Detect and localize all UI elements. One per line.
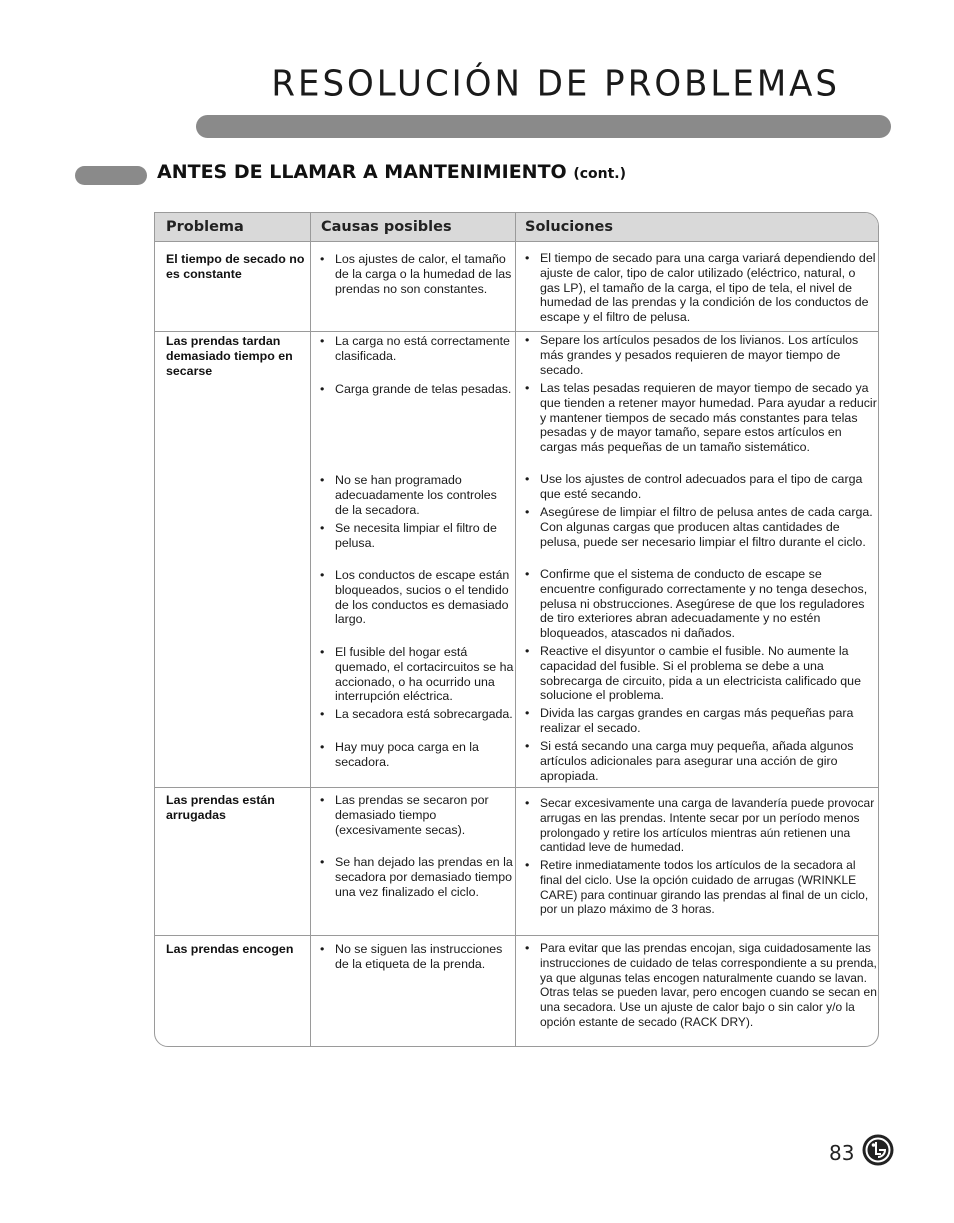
solution-item: • El tiempo de secado para una carga variará dependiendo del ajuste de calor, tipo de calor utilizado (eléctrico, natural, o gas LP), el tamaño de la carga, el tipo de tela, el nivel de humedad de las prendas y la condición de los conductos de escape y el filtro de pelusa.: [525, 251, 876, 325]
solution-item: • Retire inmediatamente todos los artículos de la secadora al final del ciclo. Use la opción cuidado de arrugas (WRINKLE CARE) para continuar girando las prendas al final de un ciclo, por un plazo máximo de 3 horas.: [525, 858, 869, 917]
cause-item: • Las prendas se secaron por demasiado tiempo (excesivamente secas).: [320, 793, 489, 837]
cause-item: • Hay muy poca carga en la secadora.: [320, 740, 479, 769]
solution-item: • Use los ajustes de control adecuados para el tipo de carga que esté secando.: [525, 472, 863, 501]
section-decorative-pill: [75, 166, 147, 185]
solution-item: • Reactive el disyuntor o cambie el fusible. No aumente la capacidad del fusible. Si el problema se debe a una sobrecarga de circuito, pida a un electricista calificado que solucione el problema.: [525, 644, 861, 703]
cause-item: • Se necesita limpiar el filtro de pelusa.: [320, 521, 497, 550]
cause-item: • No se siguen las instrucciones de la etiqueta de la prenda.: [320, 942, 503, 971]
solution-item: • Confirme que el sistema de conducto de escape se encuentre configurado correctamente y no tenga desechos, pelusa ni obstrucciones. Asegúrese de que los reguladores de tiro exteriores abran adecuadamente y no estén bloqueados, atascados ni dañados.: [525, 567, 868, 641]
section-heading-text: ANTES DE LLAMAR A MANTENIMIENTO: [157, 161, 567, 183]
solution-item: • Separe los artículos pesados de los livianos. Los artículos más grandes y pesados requieren de mayor tiempo de secado.: [525, 333, 859, 377]
page-number: 83: [829, 1141, 855, 1165]
lg-logo-icon: [862, 1134, 894, 1166]
row-divider: [155, 935, 878, 936]
cause-item: • Se han dejado las prendas en la secadora por demasiado tiempo una vez finalizado el ciclo.: [320, 855, 513, 899]
table-header-row: [155, 213, 878, 242]
cause-item: • Carga grande de telas pesadas.: [320, 382, 512, 396]
row-divider: [155, 787, 878, 788]
title-decorative-bar: [196, 115, 891, 138]
solution-item: • Para evitar que las prendas encojan, siga cuidadosamente las instrucciones de cuidado de telas correspondiente a su prenda, ya que algunas telas encogen naturalmente cuando se lavan. Otras telas se pueden lavar, pero encogen cuando se secan en una secadora. Use un ajuste de calor bajo o sin calor y/o la opción estante de secado (RACK DRY).: [525, 941, 877, 1029]
page-title: RESOLUCIÓN DE PROBLEMAS: [271, 63, 840, 105]
solution-item: • Divida las cargas grandes en cargas más pequeñas para realizar el secado.: [525, 706, 854, 735]
solution-item: • Secar excesivamente una carga de lavandería puede provocar arrugas en las prendas. Intente secar por un período menos prolongado y retire los artículos mientras aún retienen una cantidad leve de humedad.: [525, 796, 875, 855]
section-heading-cont: (cont.): [573, 166, 627, 182]
column-divider: [310, 213, 311, 1046]
problem-cell: El tiempo de secado no es constante: [166, 252, 305, 281]
problem-cell: Las prendas están arrugadas: [166, 793, 275, 822]
solution-item: • Si está secando una carga muy pequeña, añada algunos artículos adicionales para asegurar una acción de giro apropiada.: [525, 739, 854, 783]
cause-item: • El fusible del hogar está quemado, el cortacircuitos se ha accionado, o ha ocurrido una interrupción eléctrica.: [320, 645, 514, 704]
row-divider: [155, 331, 878, 332]
cause-item: • La secadora está sobrecargada.: [320, 707, 513, 721]
column-header-problem: Problema: [166, 219, 244, 235]
solution-item: • Asegúrese de limpiar el filtro de pelusa antes de cada carga. Con algunas cargas que producen altas cantidades de pelusa, puede ser necesario limpiar el filtro durante el ciclo.: [525, 505, 873, 549]
column-header-solutions: Soluciones: [525, 219, 614, 235]
solution-item: • Las telas pesadas requieren de mayor tiempo de secado ya que tienden a retener mayor humedad. Para ayudar a reducir y mantener tiempos de secado más constantes para telas pesadas y de mayor tamaño, separe estos artículos en cargas más pequeñas de un tamaño sistemático.: [525, 381, 877, 455]
troubleshooting-table: [154, 212, 879, 1047]
cause-item: • Los ajustes de calor, el tamaño de la carga o la humedad de las prendas no son constantes.: [320, 252, 512, 296]
cause-item: • Los conductos de escape están bloqueados, sucios o el tendido de los conductos es demasiado largo.: [320, 568, 510, 627]
cause-item: • La carga no está correctamente clasificada.: [320, 334, 510, 363]
problem-cell: Las prendas encogen: [166, 942, 294, 956]
column-header-causes: Causas posibles: [321, 219, 452, 235]
cause-item: • No se han programado adecuadamente los controles de la secadora.: [320, 473, 497, 517]
column-divider: [515, 213, 516, 1046]
section-heading: [157, 161, 626, 183]
problem-cell: Las prendas tardan demasiado tiempo en secarse: [166, 334, 293, 378]
